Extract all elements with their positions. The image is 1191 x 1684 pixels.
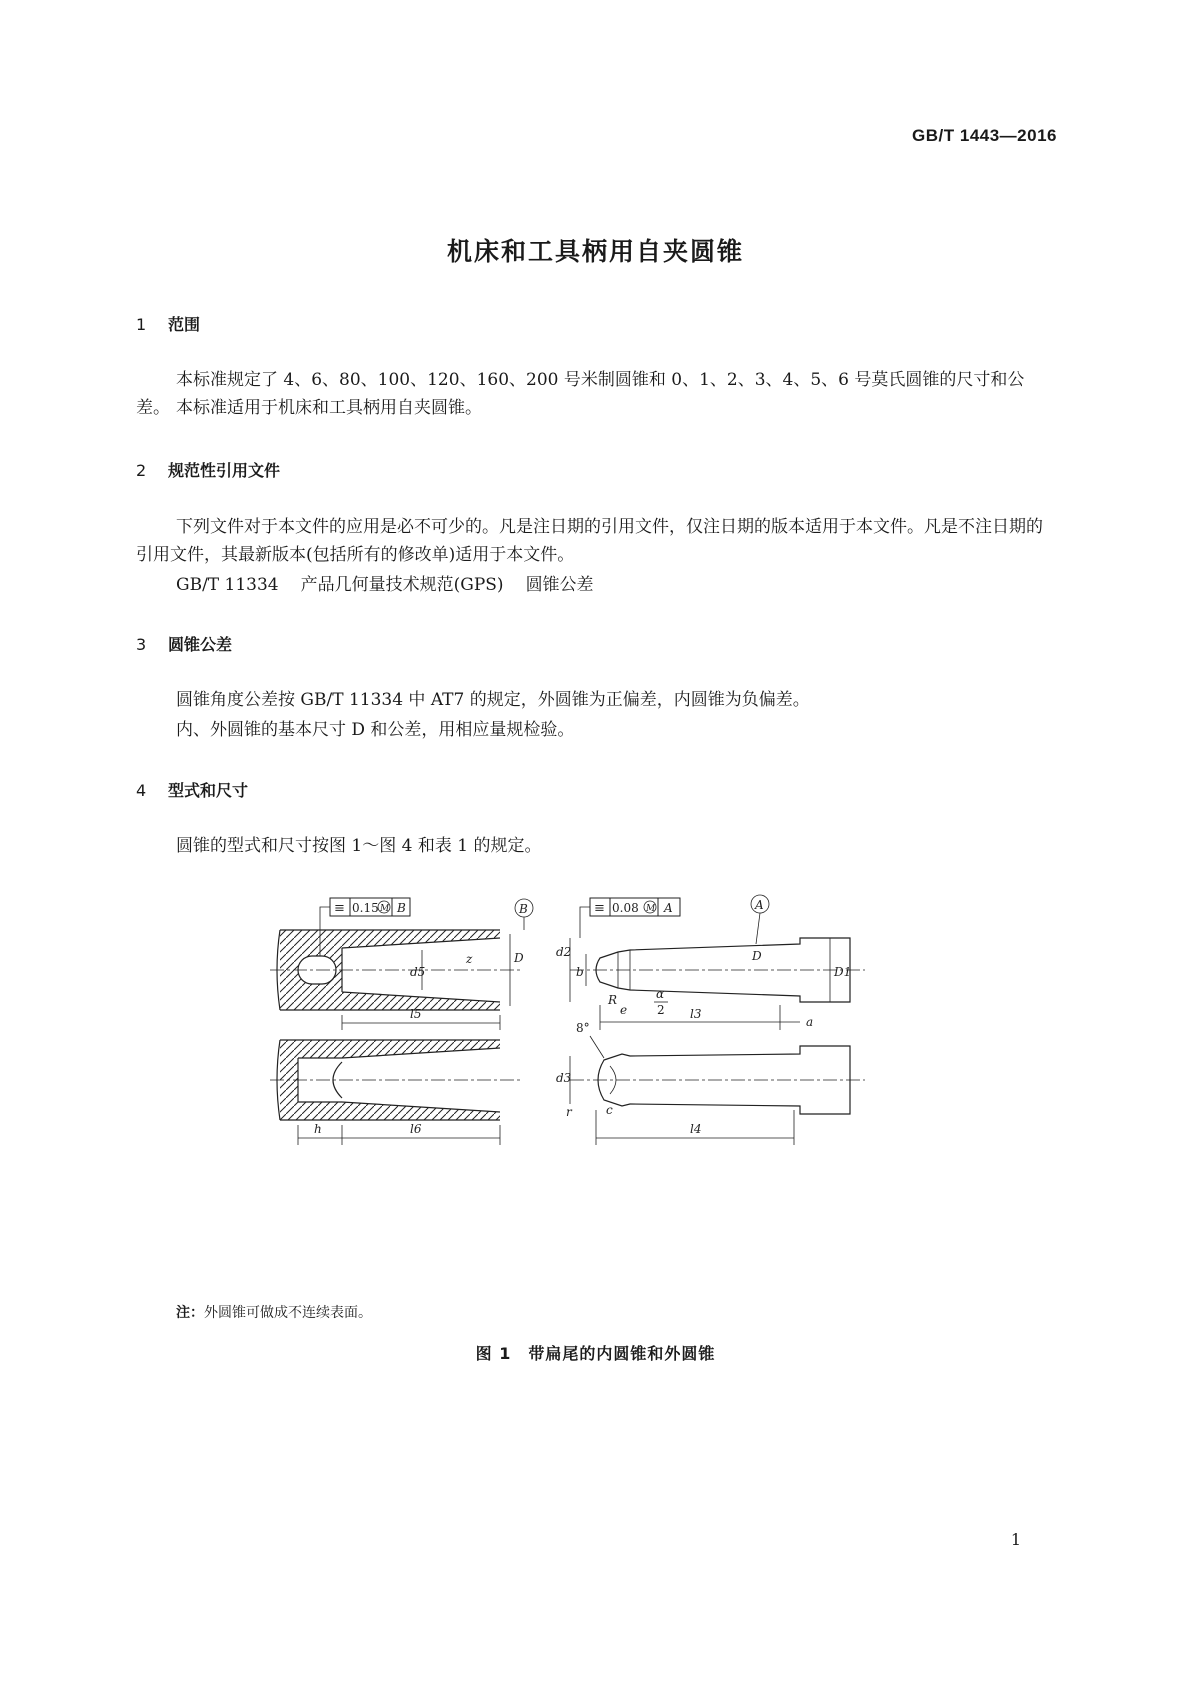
dim-D1: D1 [834, 965, 852, 979]
external-taper-bottom-view [556, 1021, 865, 1145]
figure-note [176, 1302, 372, 1322]
section-4-heading [136, 778, 248, 801]
tolerance-value-right: 0.08 [612, 901, 639, 915]
section-1-heading [136, 312, 200, 335]
figure-caption: 图 1 带扁尾的内圆锥和外圆锥 [475, 1344, 716, 1363]
paragraph-text: 本标准适用于机床和工具柄用自夹圆锥。 [176, 398, 482, 418]
page-number: 1 [1010, 1530, 1021, 1549]
tolerance-datum-left: B [397, 901, 406, 915]
tolerance-value-left: 0.15 [352, 901, 379, 915]
tolerance-modifier-left: M [380, 904, 390, 914]
dim-l6: l6 [410, 1122, 422, 1136]
document-title: 机床和工具柄用自夹圆锥 [446, 237, 744, 266]
section-number: 1 [136, 315, 147, 334]
section-3-heading [136, 632, 232, 655]
paragraph-text: 内、外圆锥的基本尺寸 D 和公差，用相应量规检验。 [176, 720, 575, 740]
section-2-para-1 [136, 513, 1056, 569]
section-title: 范围 [168, 315, 201, 334]
section-number: 4 [136, 781, 147, 800]
dim-h: h [314, 1122, 322, 1136]
external-taper-top-view [556, 895, 865, 1030]
dim-alpha: α [656, 987, 665, 1001]
tolerance-symbol-right: ≡ [594, 901, 605, 916]
dim-a: a [806, 1015, 814, 1029]
tolerance-modifier-right: M [646, 904, 656, 914]
section-number: 3 [136, 635, 147, 654]
reference-code: GB/T 11334 [176, 575, 279, 595]
dim-D-right: D [752, 949, 762, 963]
paragraph-text: 本标准规定了 4、6、80、100、120、160、200 号米制圆锥和 0、1、2、3、4、5、6 号莫氏圆锥的尺寸和公差。 [136, 370, 1025, 418]
dim-z: z [466, 952, 473, 966]
dim-angle: 8° [576, 1021, 590, 1035]
normative-reference [176, 570, 616, 595]
section-title: 圆锥公差 [168, 635, 233, 654]
section-3-para-2 [136, 716, 1056, 744]
dim-l4: l4 [690, 1122, 702, 1136]
reference-subject: 圆锥公差 [525, 575, 594, 595]
internal-taper-bottom-view [270, 1040, 520, 1145]
paragraph-text: 下列文件对于本文件的应用是必不可少的。凡是注日期的引用文件，仅注日期的版本适用于本文件。凡是不注日期的引用文件，其最新版本(包括所有的修改单)适用于本文件。 [136, 517, 1043, 565]
reference-name: 产品几何量技术规范(GPS) [300, 575, 504, 595]
section-1-para-2 [136, 394, 1056, 422]
section-3-para-1 [136, 686, 1056, 714]
dim-two: 2 [657, 1003, 665, 1017]
section-2-heading [136, 458, 280, 481]
dim-r: r [566, 1105, 572, 1119]
section-4-para-1 [136, 832, 1056, 860]
section-number: 2 [136, 461, 147, 480]
internal-taper-top-view [270, 898, 533, 1030]
section-title: 型式和尺寸 [168, 781, 249, 800]
note-text: 外圆锥可做成不连续表面。 [204, 1305, 372, 1321]
dim-d5: d5 [410, 965, 426, 979]
note-label: 注： [176, 1305, 204, 1321]
standard-code: GB/T 1443—2016 [912, 126, 1057, 145]
dim-R: R [608, 993, 618, 1007]
dim-d2: d2 [556, 945, 572, 959]
dim-e: e [620, 1003, 628, 1017]
dim-l5: l5 [410, 1007, 422, 1021]
datum-label-B: B [519, 902, 528, 916]
datum-label-A: A [755, 898, 764, 912]
dim-b: b [576, 965, 584, 979]
paragraph-text: 圆锥角度公差按 GB/T 11334 中 AT7 的规定，外圆锥为正偏差，内圆锥为负偏差。 [176, 690, 810, 710]
figure-1-drawing [270, 890, 870, 1200]
dim-d3: d3 [556, 1071, 572, 1085]
dim-c: c [606, 1103, 613, 1117]
paragraph-text: 圆锥的型式和尺寸按图 1～图 4 和表 1 的规定。 [176, 836, 542, 856]
dim-l3: l3 [690, 1007, 702, 1021]
dim-D-left: D [514, 951, 524, 965]
tolerance-symbol-left: ≡ [334, 901, 345, 916]
tolerance-datum-right: A [664, 901, 673, 915]
section-title: 规范性引用文件 [168, 461, 281, 480]
